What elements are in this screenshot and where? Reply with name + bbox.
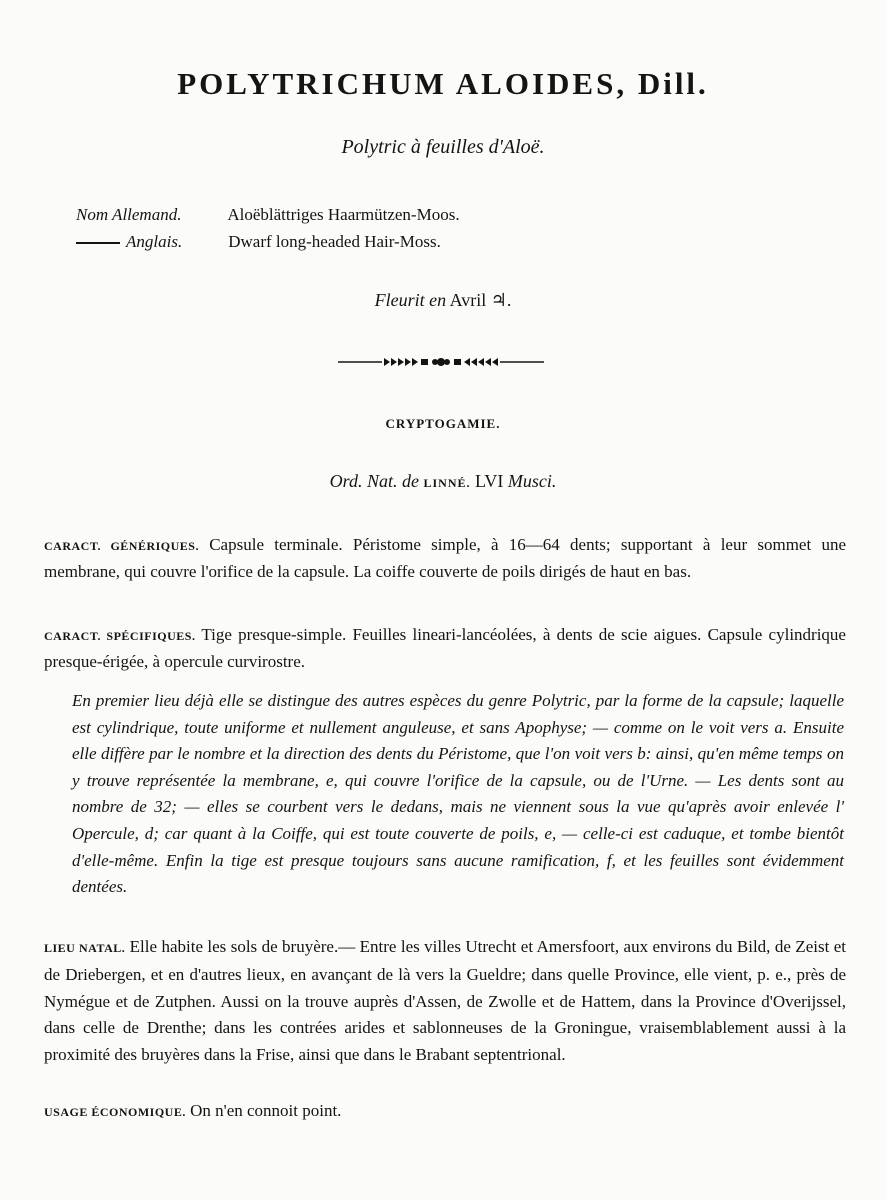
flowering-month: Avril: [449, 290, 487, 310]
english-name-label: Anglais.: [126, 232, 183, 251]
specific-characters-text: Tige presque-simple. Feuilles lineari-lancéolées, à dents de scie aigues. Capsule cylindrique presque-érigée, à opercule curvirostre.: [44, 625, 846, 671]
ditto-dash: [76, 242, 120, 244]
usage-text: On n'en connoit point.: [190, 1101, 342, 1120]
usage-paragraph: [44, 1098, 846, 1125]
description-paragraph: En premier lieu déjà elle se distingue des autres espèces du genre Polytric, par la forme de la capsule; laquelle est cylindrique, toute uniforme et nullement anguleuse, et sans Apophyse; — comme on le voit vers a. Ensuite elle diffère par le nombre et la direction des dents du Péristome, que l'on voit vers b: ainsi, qu'en même temps on y trouve représentée la membrane, e, qui couvre l'orifice de la capsule, ou de l'Urne. — Les dents sont au nombre de 32; — elles se courbent vers le dedans, mais ne viennent sous la vue qu'après avoir enlevée l' Opercule, d; car quant à la Coiffe, qui est toute couverte de poils, e, — celle-ci est caduque, et tombe bientôt d'elle-même. Enfin la tige est presque toujours sans aucune ramification, f, et les feuilles sont évidemment dentées.: [72, 691, 844, 897]
classification-heading: CRYPTOGAMIE.: [385, 416, 501, 431]
generic-characters-text: Capsule terminale. Péristome simple, à 16—64 dents; supportant à leur sommet une membrane, qui couvre l'orifice de la capsule. La coiffe couverte de poils dirigés de haut en bas.: [44, 535, 846, 581]
habitat-paragraph: [44, 934, 846, 1069]
common-name-french: Polytric à feuilles d'Aloë.: [341, 136, 545, 158]
order-prefix: Ord. Nat. de: [329, 471, 419, 491]
german-name-row: [76, 205, 460, 232]
generic-characters-paragraph: [44, 532, 846, 585]
english-name-value: Dwarf long-headed Hair-Moss.: [228, 232, 441, 251]
order-author: LINNÉ.: [423, 476, 471, 490]
perennial-symbol: ♃.: [490, 290, 512, 310]
habitat-text: Elle habite les sols de bruyère.— Entre les villes Utrecht et Amersfoort, aux environs du Bild, de Zeist et de Driebergen, et en d'autres lieux, en avançant de là vers la Gueldre; dans quelle Province, elle vient, p. e., près de Nymégue et de Zutphen. Aussi on la trouve auprès d'Assen, de Zwolle et de Hattem, dans la Province d'Overijssel, dans celle de Drenthe; dans les contrées arides et sablonneuses de la Groningue, vraisemblablement aussi à la proximité des bruyères dans la Frise, ainsi que dans le Brabant septentrional.: [44, 937, 846, 1065]
specific-characters-heading: CARACT. SPÉCIFIQUES.: [44, 629, 196, 643]
flowering-label: Fleurit en: [374, 290, 447, 310]
natural-order-line: [0, 471, 886, 492]
specific-characters-paragraph: [44, 622, 846, 675]
english-name-label-wrap: [76, 232, 224, 252]
order-number: LVI: [475, 471, 504, 491]
flowering-line: [0, 290, 886, 311]
order-group: Musci.: [507, 471, 557, 491]
generic-characters-heading: CARACT. GÉNÉRIQUES.: [44, 539, 199, 553]
page-title: POLYTRICHUM ALOIDES, Dill.: [177, 66, 709, 101]
vernacular-names: [76, 205, 460, 259]
usage-heading: USAGE ÉCONOMIQUE.: [44, 1105, 186, 1119]
habitat-heading: LIEU NATAL.: [44, 941, 126, 955]
ornament-divider-icon: [338, 354, 544, 370]
german-name-value: Aloëblättriges Haarmützen-Moos.: [227, 205, 460, 224]
german-name-label: Nom Allemand.: [76, 205, 182, 224]
english-name-row: [76, 232, 460, 259]
